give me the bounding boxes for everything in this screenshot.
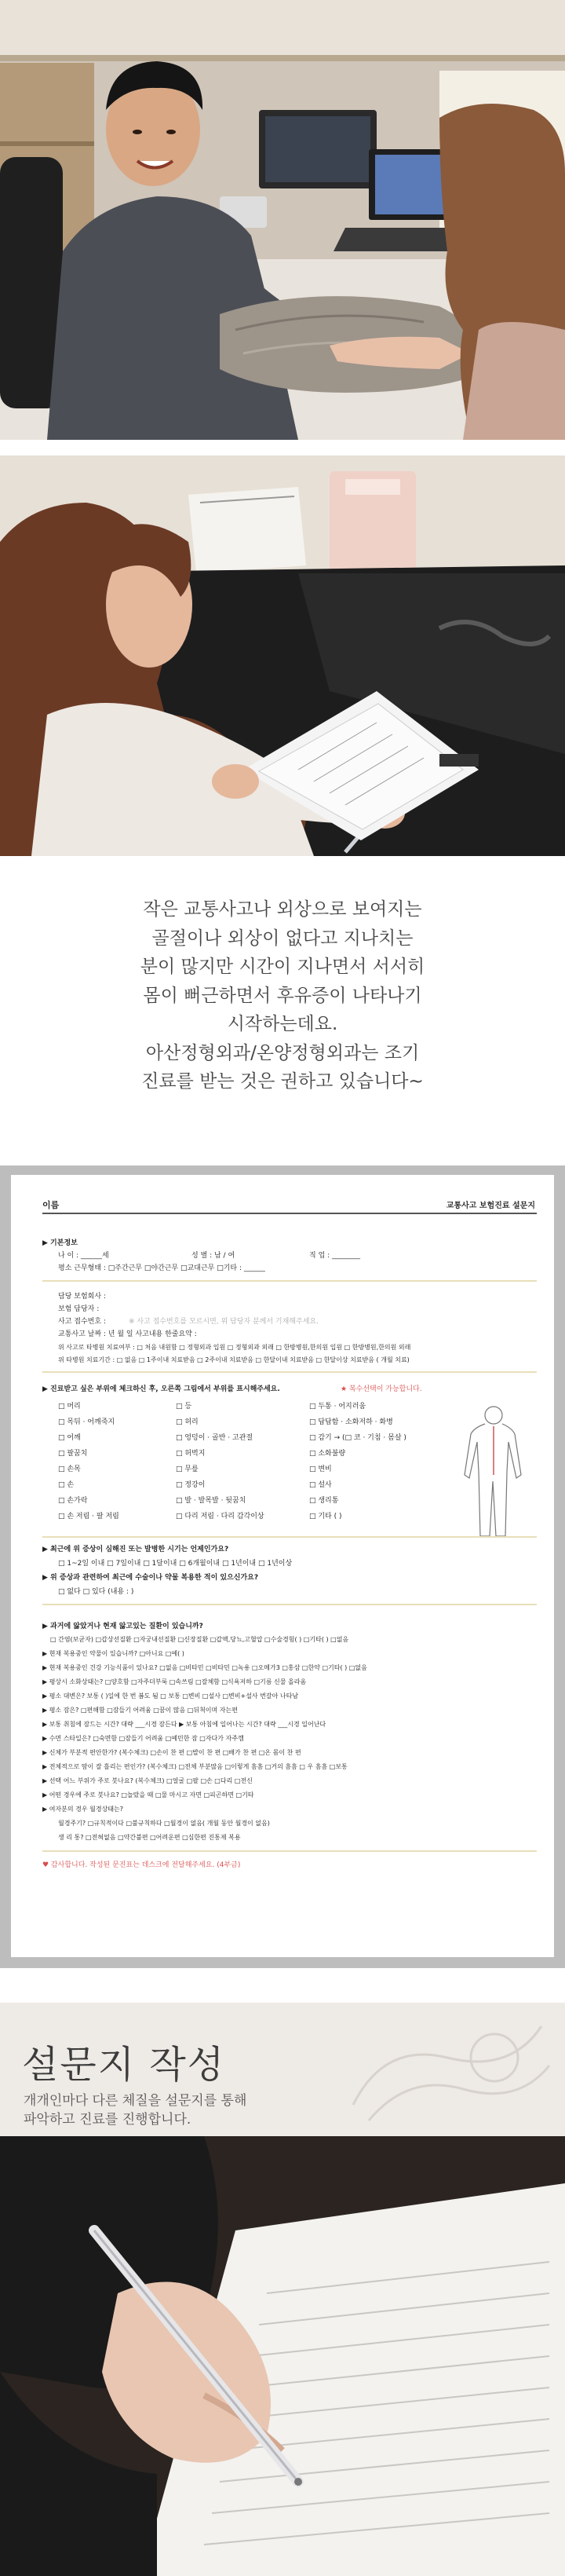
pain-option: □ 엉덩이 · 골반 · 고관절 [176,1434,253,1442]
pain-area-note: ★ 복수선택이 가능합니다. [341,1385,422,1393]
doctor-examining-wrist-photo [0,0,565,440]
pain-option: □ 손 [58,1481,75,1489]
divider [42,1604,537,1605]
patient-filling-form-photo [0,456,565,856]
decorative-pattern-icon [337,2011,557,2128]
work-type-field: 평소 근무형태 : □주간근무 □야간근무 □교대근무 □기타 : ______ [58,1264,265,1272]
surgery-question: ▶ 위 증상과 관련하여 최근에 수술이나 약물 복용한 적이 있으신가요? [42,1574,259,1582]
accident-date-field: 교통사고 날짜 : 년 월 일 사고내용 한줄요약 : [58,1330,197,1338]
basic-info-heading: ▶ 기본정보 [42,1239,78,1247]
caption-line: 분이 많지만 시간이 지나면서 서서히 [140,957,425,977]
pain-option: □ 허리 [176,1418,199,1426]
form-footer-note: ♥ 감사합니다. 작성된 문진표는 데스크에 전달해주세요. (4부금) [42,1861,241,1869]
stool-question: ▶ 평소 대변은? 보통 ( )일에 한 번 봄도 됨 □ 보통 □변비 □설사 □변비+설사 번갈아 나타남 [42,1692,299,1700]
insurer-field: 담당 보험회사 : [58,1293,106,1301]
sleep-style-question: ▶ 수면 스타일은? □숙면함 □잠들기 어려움 □예민한 잠 □자다가 자주깸 [42,1735,244,1742]
pain-option: □ 답답함 · 소화저하 · 화병 [309,1418,393,1426]
onset-options: □ 1~2일 이내 □ 7일이내 □ 1달이내 □ 6개월이내 □ 1년이내 □ 1년이상 [58,1560,293,1568]
survey-subtitle-line: 파악하고 진료를 진행합니다. [24,2112,191,2128]
history-question: ▶ 과거에 앓았거나 현재 앓고있는 질환이 있습니까? [42,1623,203,1630]
pain-option: □ 손목 [58,1465,81,1473]
supplements-question: ▶ 현재 복용중인 건강 기능식품이 있나요? □없음 □비타민 □비타민 □녹용 □오메가3 □홍삼 □한약 □기타( ) □없음 [42,1664,367,1671]
caption-line: 진료를 받는 것은 권하고 있습니다~ [141,1071,424,1092]
gender-field: 성 별 : 남 / 여 [191,1252,235,1260]
survey-subtitle-line: 개개인마다 다른 체질을 설문지를 통해 [24,2093,247,2109]
age-field: 나 이 : ______세 [58,1252,109,1260]
divider [42,1371,537,1373]
pain-option: □ 두통 · 어지러움 [309,1403,366,1411]
form-title: 교통사고 보험진료 설문지 [446,1202,535,1210]
sleep-time-question: ▶ 보통 취침에 잠드는 시간? 대략 ___시경 잠든다 ▶ 보통 아침에 일어나는 시간? 대략 ___시경 일어난다 [42,1721,326,1728]
manager-field: 보험 담당자 : [58,1305,100,1313]
pain-option: □ 머리 [58,1403,81,1411]
prev-treatment-field: 위 사고로 타병원 치료여부 : □ 처음 내원함 □ 정형외과 입원 □ 정형외과 외래 □ 한방병원,한의원 입원 □ 한방병원,한의원 외래 [58,1344,411,1351]
women-cycle: 월경주기? □규칙적이다 □불규칙하다 □월경이 없음( 개월 동안 월경이 없음) [58,1820,270,1827]
job-field: 직 업 : ________ [309,1252,361,1260]
pain-option: □ 기타 ( ) [309,1513,342,1520]
claim-note: ※ 사고 접수번호를 모르시면, 위 담당자 분께서 기재해주세요. [129,1318,319,1326]
onset-question: ▶ 최근에 위 증상이 심해진 또는 발병한 시기는 언제인가요? [42,1546,229,1553]
divider [42,1213,537,1214]
prev-treatment-period-field: 위 타병원 치료기간 : □ 없음 □ 1주이내 치료받음 □ 2주이내 치료받음 □ 한달이내 치료받음 □ 한달이상 치료받음 ( 개월 치료) [58,1356,410,1363]
women-question: ▶ 여자분의 경우 월경상태는? [42,1806,124,1813]
pain-option: □ 손가락 [58,1497,88,1505]
questionnaire-form-image [0,1165,565,1968]
survey-title: 설문지 작성 [22,2043,226,2087]
sweat-question: ▶ 전체적으로 땀이 잘 흘리는 편인가? (복수체크) □전체 부분많음 □이렇게 흠흠 □거의 흠흠 □ 우 흠흠 □보통 [42,1763,348,1770]
pain-option: □ 변비 [309,1465,332,1473]
pain-option: □ 허벅지 [176,1450,206,1458]
caption-line: 골절이나 외상이 없다고 지나치는 [151,928,414,949]
digestion-question: ▶ 평상시 소화상태는? □양호함 □자주더부룩 □속쓰림 □잘체함 □식욕저하 □기름 신물 올라옴 [42,1678,307,1685]
pain-option: □ 생리통 [309,1497,339,1505]
pain-option: □ 목뒤 · 어깨죽지 [58,1418,115,1426]
caption-line: 작은 교통사고나 외상으로 보여지는 [143,899,422,920]
meds-question: ▶ 현재 복용중인 약물이 있습니까? □아니요 □예( ) [42,1650,184,1657]
pain-option: □ 소화불량 [309,1450,346,1458]
form-paper [11,1175,554,1957]
pain-option: □ 무릎 [176,1465,199,1473]
caption-text [0,895,565,1096]
form-name-label: 이름 [42,1200,60,1210]
caption-line: 몸이 뻐근하면서 후유증이 나타나기 [143,985,422,1006]
women-amount: 생 리 통? □전혀없음 □약간불편 □어려운편 □심한편 진통제 복용 [58,1834,241,1841]
pain-option: □ 팔꿈치 [58,1450,88,1458]
surgery-options: □ 없다 □ 있다 (내용 : ) [58,1588,134,1596]
divider [42,1280,537,1282]
claim-number-field: 사고 접수번호 : [58,1318,106,1326]
body-diagram-icon [450,1403,537,1544]
divider [42,1536,537,1538]
caption-line: 시작하는데요. [227,1014,338,1034]
survey-section [0,2003,565,2576]
pain-option: □ 설사 [309,1481,332,1489]
pain-option: □ 손 저림 · 팔 저림 [58,1513,119,1520]
pain-area-question: ▶ 진료받고 싶은 부위에 체크하신 후, 오른쪽 그림에서 부위를 표시해주세요. [42,1385,280,1393]
sleep-question: ▶ 평소 잠은? □편해함 □잠들기 어려움 □꿈이 많음 □뒤척이며 자는편 [42,1707,238,1714]
pain-option: □ 등 [176,1403,192,1411]
hand-writing-photo [0,2136,565,2576]
divider [42,1850,537,1852]
pain-option: □ 다리 저림 · 다리 감각이상 [176,1513,264,1520]
pain-option: □ 감기 → (□ 코 · 기침 · 몸살 ) [309,1434,406,1442]
pain-option: □ 발 · 발목발 · 뒷꿈치 [176,1497,246,1505]
swelling-time-question: ▶ 어떤 경우에 주로 붓나요? □놀랐을 때 □물 마시고 자면 □피곤하면 □기타 [42,1791,254,1798]
pain-option: □ 정강이 [176,1481,206,1489]
body-temp-question: ▶ 신체가 부분적 편안한가? (복수체크) □손이 찬 편 □발이 찬 편 □배가 찬 편 □온 몸이 찬 편 [42,1749,301,1756]
swelling-area-question: ▶ 선택 어느 부위가 주로 붓나요? (복수체크) □얼굴 □팔 □손 □다리 □전신 [42,1777,253,1784]
caption-line: 아산정형외과/온양정형외과는 조기 [145,1042,420,1063]
pain-option: □ 어깨 [58,1434,81,1442]
history-options: □ 간염(보균자) □갑상선질환 □자궁내선질환 □신장질환 □갑액,당뇨,고혈압 □수술경험( ) □기타( ) □없음 [50,1636,349,1643]
